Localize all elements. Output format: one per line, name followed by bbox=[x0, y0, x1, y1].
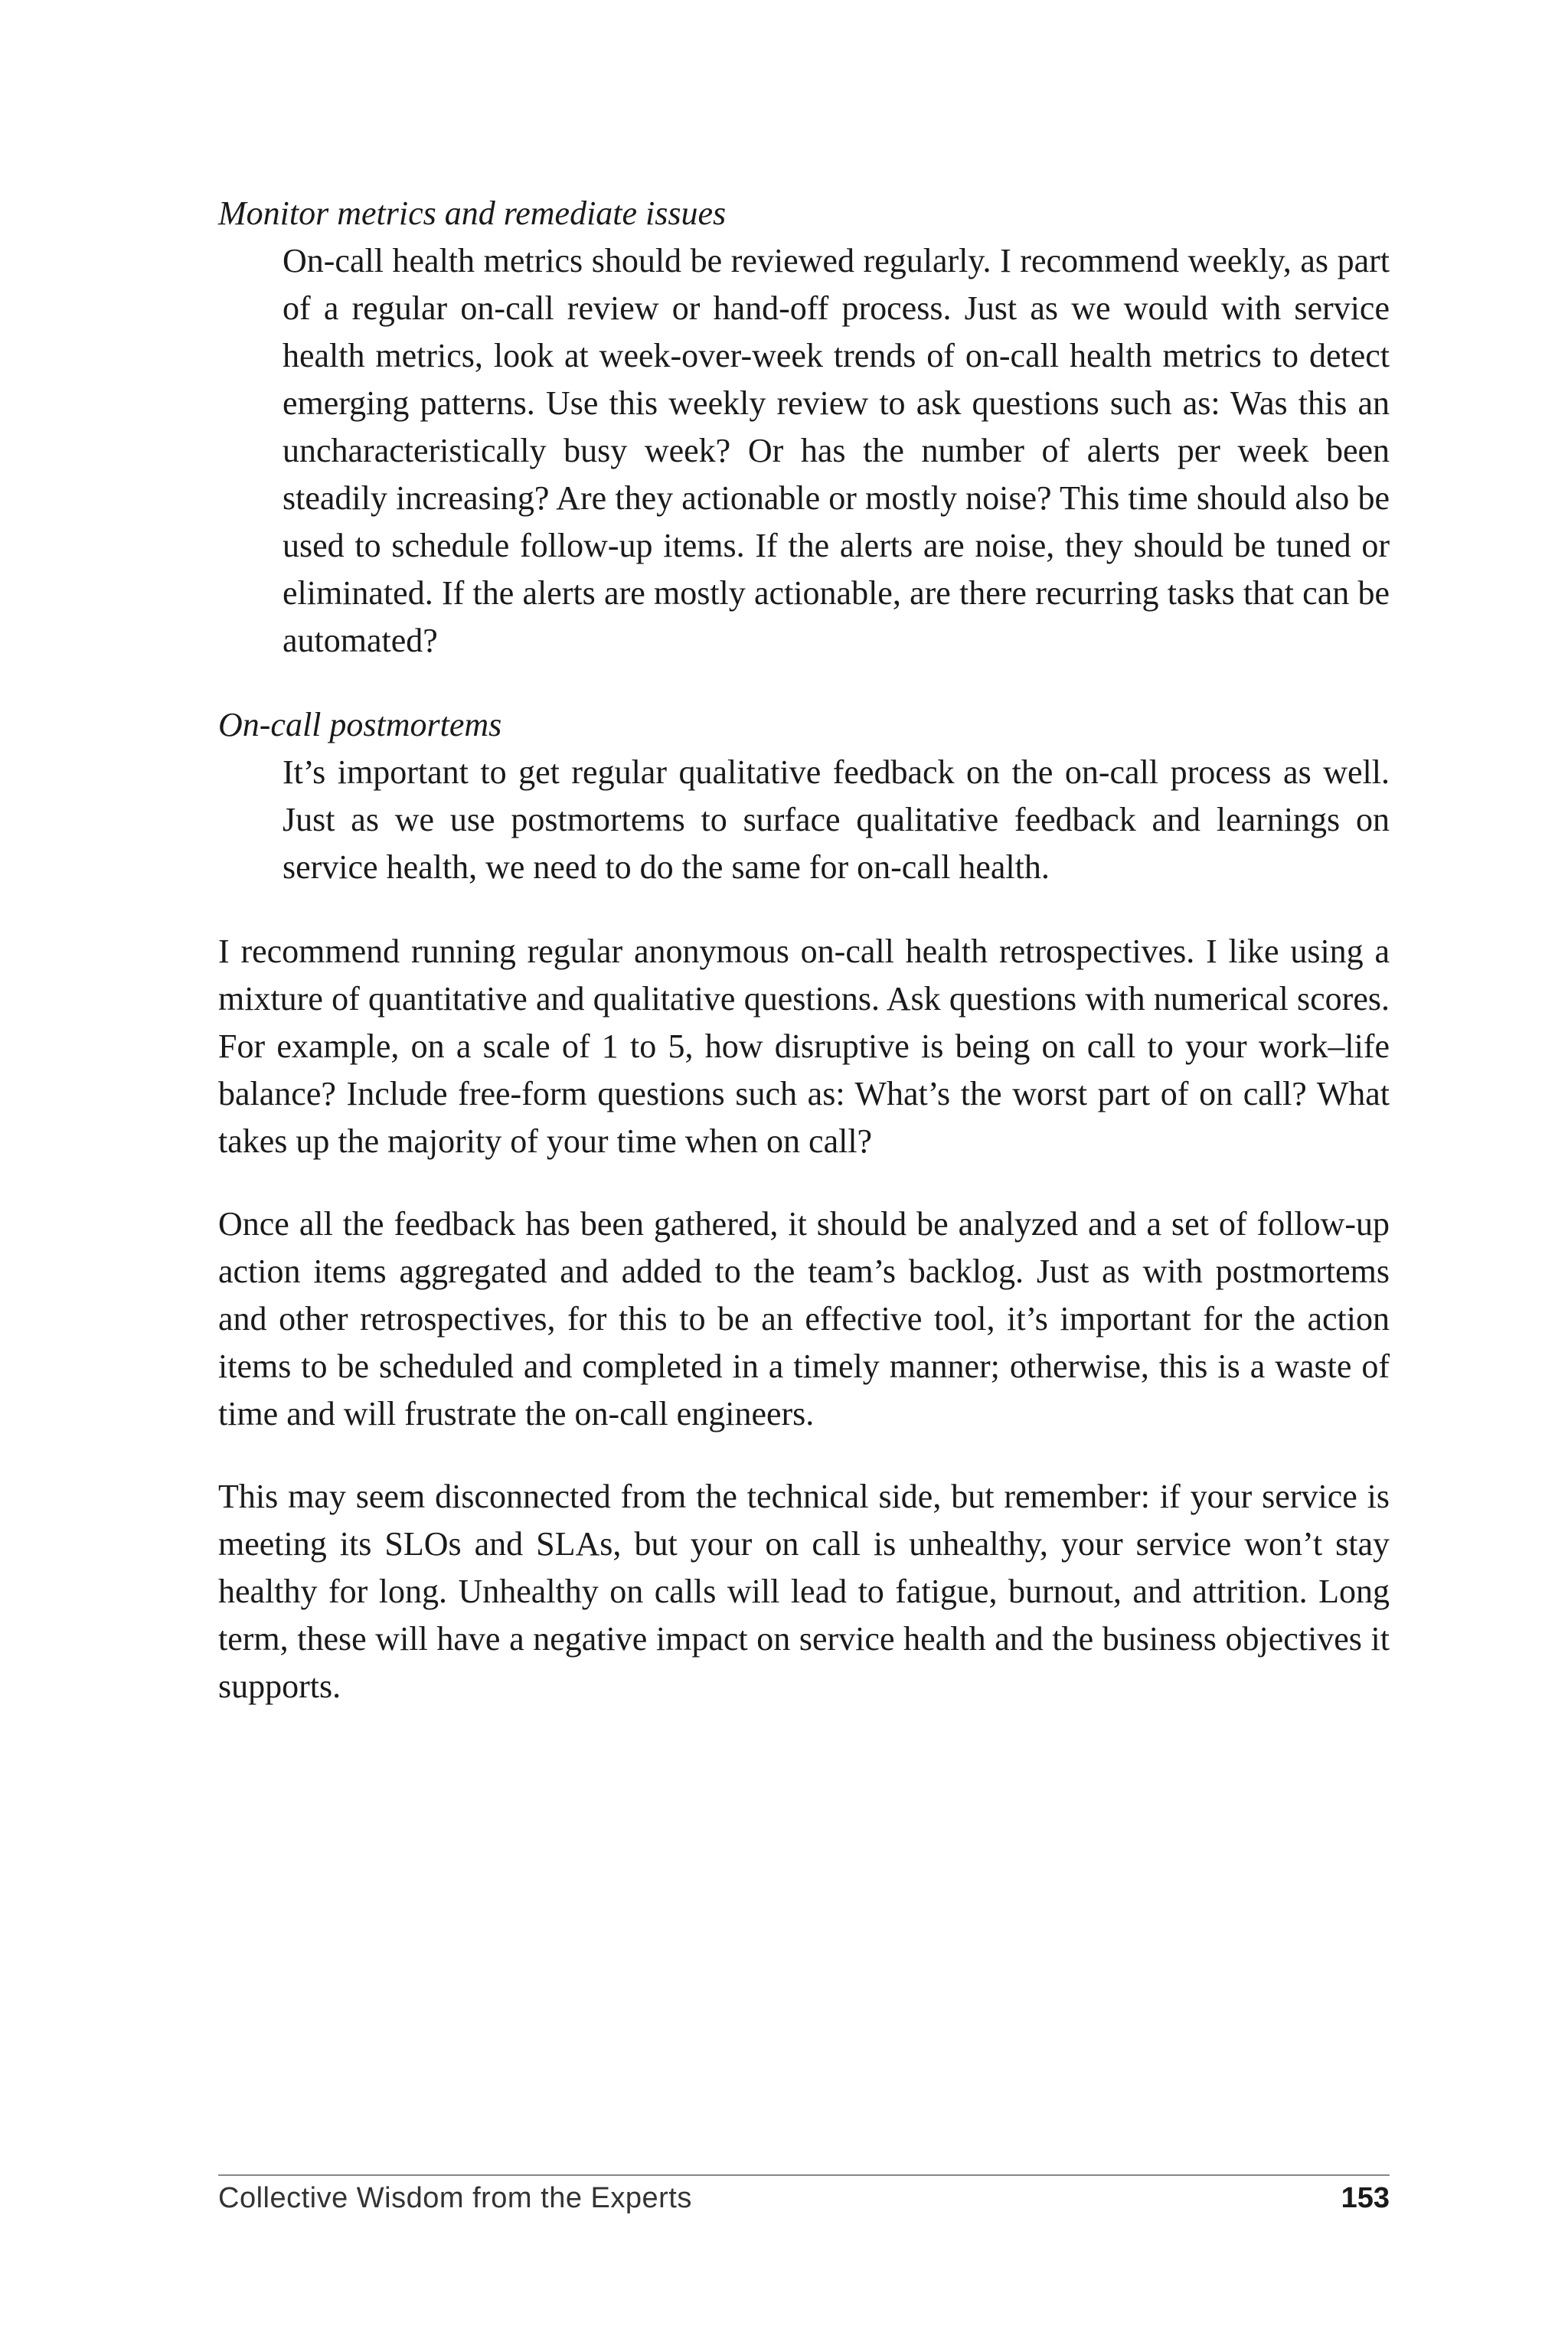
paragraph-feedback: Once all the feedback has been gathered, it should be analyzed and a set of follow-up action items aggregated and added to the team’s backlog. Just as with postmortems and other retrospectives, for this to be an effective tool, it’s important for the action items to be scheduled and completed in a timely manner; otherwise, this is a waste of time and will frustrate the on-call engineers. bbox=[218, 1205, 1390, 1432]
paragraph-conclusion: This may seem disconnected from the technical side, but remember: if your service is meeting its SLOs and SLAs, but your on call is unhealthy, your service won’t stay healthy for long. Unhealthy on calls will lead to fatigue, burnout, and attrition. Long term, these will have a negative impact on service health and the business objectives it supports. bbox=[218, 1478, 1390, 1705]
definition-monitor-metrics: On-call health metrics should be reviewed regularly. I recommend weekly, as part of a regular on-call review or hand-off process. Just as we would with service health metrics, look at week-over-week trends of on-call health metrics to detect emerging patterns. Use this weekly review to ask questions such as: Was this an uncharacteristically busy week? Or has the number of alerts per week been steadily increasing? Are they actionable or mostly noise? This time should also be used to schedule follow-up items. If the alerts are noise, they should be tuned or eliminated. If the alerts are mostly actionable, are there recurring tasks that can be automated? bbox=[283, 242, 1390, 659]
page-body bbox=[218, 190, 1390, 1746]
definition-on-call-postmortems: It’s important to get regular qualitative feedback on the on-call process as well. Just as we use postmortems to surface qualitative feedback and learnings on service health, we need to do the same for on-call health. bbox=[283, 753, 1390, 886]
footer-row bbox=[218, 2182, 1390, 2215]
footer-book-title: Collective Wisdom from the Experts bbox=[218, 2182, 692, 2214]
term-on-call-postmortems: On-call postmortems bbox=[218, 706, 502, 743]
footer-divider bbox=[218, 2174, 1390, 2176]
page-footer bbox=[218, 2174, 1390, 2215]
term-monitor-metrics: Monitor metrics and remediate issues bbox=[218, 194, 727, 232]
footer-page-number: 153 bbox=[1341, 2182, 1390, 2214]
paragraph-retrospectives: I recommend running regular anonymous on-call health retrospectives. I like using a mixture of quantitative and qualitative questions. Ask questions with numerical scores. For example, on a scale of 1 to 5, how disruptive is being on call to your work–life balance? Include free-form questions such as: What’s the worst part of on call? What takes up the majority of your time when on call? bbox=[218, 933, 1390, 1160]
